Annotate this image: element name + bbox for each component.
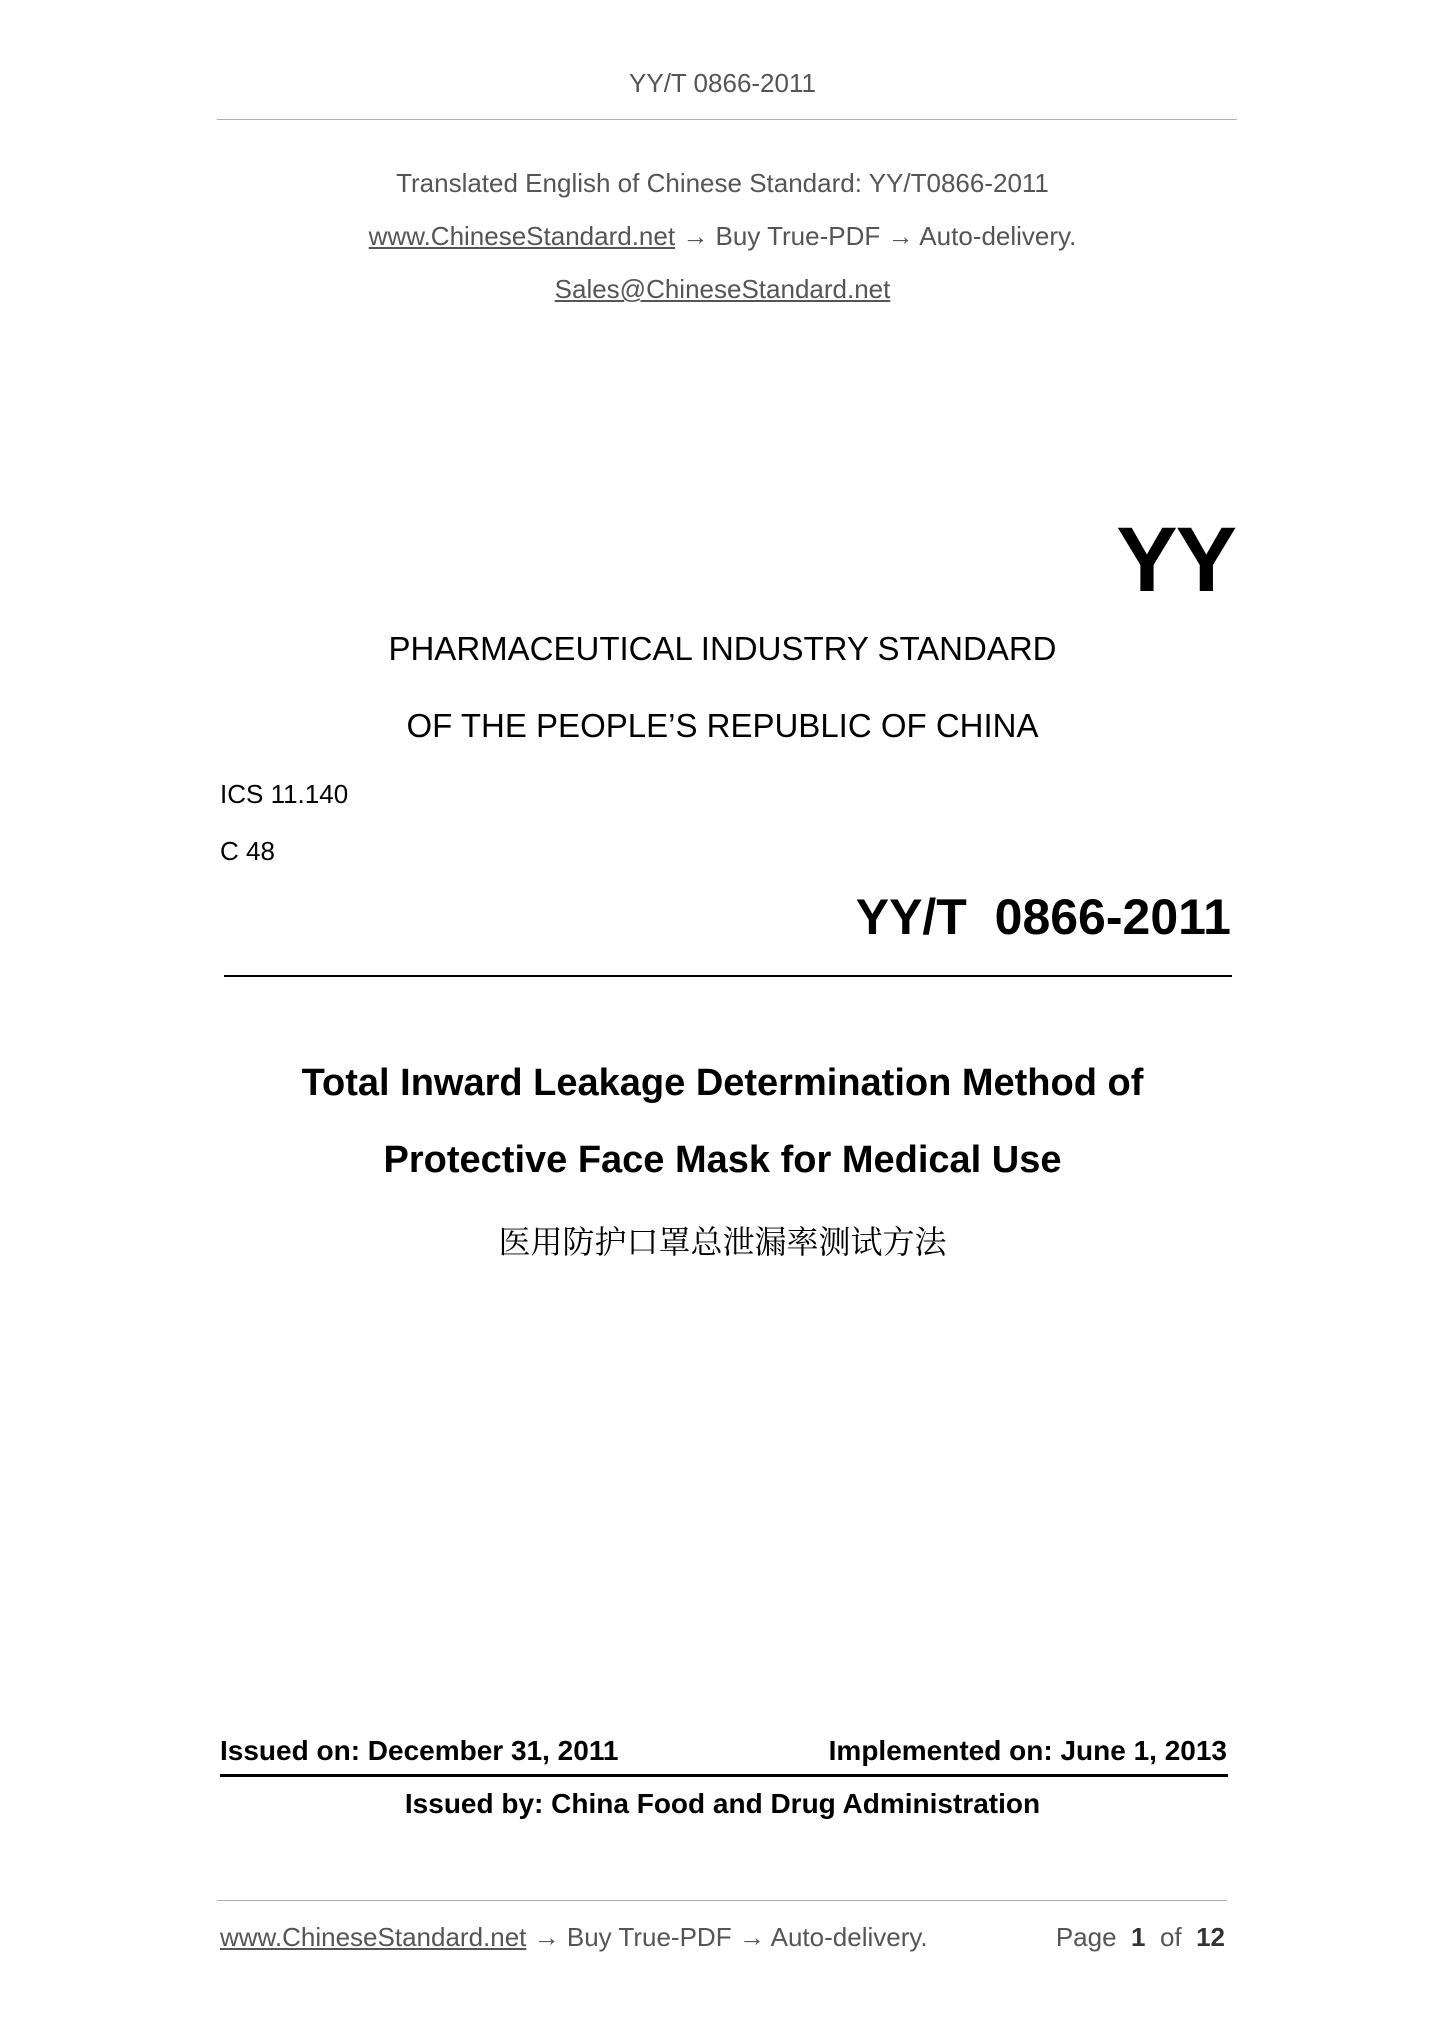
footer-site-link[interactable]: www.ChineseStandard.net — [220, 1922, 527, 1952]
footer-divider — [217, 1900, 1227, 1901]
arrow-right-icon: → — [738, 1922, 765, 1952]
issued-by: Issued by: China Food and Drug Administration — [404, 1788, 1041, 1819]
title-line-1: Total Inward Leakage Determination Method of — [301, 1062, 1144, 1104]
arrow-right-icon: → — [887, 221, 914, 251]
total-pages: 12 — [1196, 1922, 1225, 1952]
email-link[interactable]: Sales@ChineseStandard.net — [554, 274, 891, 304]
banner-title: Translated English of Chinese Standard: YY/T0866-2011 — [396, 168, 1049, 198]
page-label: Page — [1055, 1922, 1117, 1952]
issue-rule — [220, 1774, 1228, 1777]
arrow-right-icon: → — [682, 221, 709, 251]
footer-purchase-line — [220, 1922, 928, 1953]
running-header: YY/T 0866-2011 — [629, 68, 816, 98]
email-line — [0, 274, 1445, 305]
title-chinese: 医用防护口罩总泄漏率测试方法 — [498, 1223, 947, 1261]
issued-on: Issued on: December 31, 2011 — [220, 1735, 619, 1766]
auto-delivery-text: Auto-delivery. — [919, 221, 1077, 251]
org-line-1: PHARMACEUTICAL INDUSTRY STANDARD — [388, 630, 1057, 667]
standard-number: YY/T 0866-2011 — [855, 889, 1231, 945]
site-link[interactable]: www.ChineseStandard.net — [368, 221, 676, 251]
ccs-code: C 48 — [220, 836, 275, 866]
of-label: of — [1159, 1922, 1182, 1952]
ics-code: ICS 11.140 — [220, 779, 349, 809]
header-divider — [217, 119, 1237, 120]
page-indicator — [1056, 1922, 1225, 1953]
banner-purchase-line — [0, 221, 1445, 252]
buy-true-pdf-text: Buy True-PDF — [715, 221, 881, 251]
arrow-right-icon: → — [533, 1922, 560, 1952]
org-line-2: OF THE PEOPLE’S REPUBLIC OF CHINA — [406, 707, 1039, 744]
yy-logo: YY — [1116, 509, 1235, 611]
page-number: 1 — [1131, 1922, 1146, 1952]
implemented-on: Implemented on: June 1, 2013 — [828, 1735, 1227, 1766]
footer-auto-text: Auto-delivery. — [770, 1922, 928, 1952]
standard-number-rule — [224, 975, 1232, 977]
title-line-2: Protective Face Mask for Medical Use — [383, 1139, 1062, 1181]
footer-buy-text: Buy True-PDF — [566, 1922, 732, 1952]
